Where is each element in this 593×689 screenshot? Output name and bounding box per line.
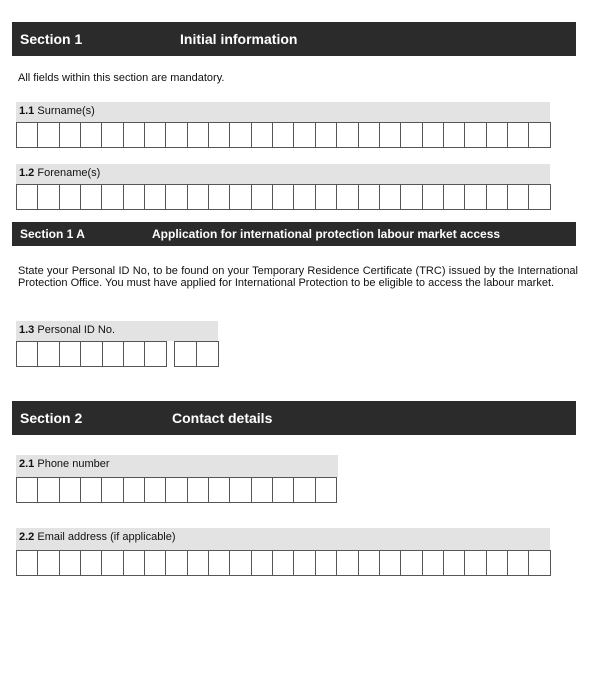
char-box[interactable] — [102, 550, 123, 576]
char-box[interactable] — [166, 122, 187, 148]
char-box[interactable] — [273, 122, 294, 148]
char-box[interactable] — [60, 341, 81, 367]
forename-input[interactable] — [16, 184, 551, 210]
char-box[interactable] — [529, 550, 550, 576]
personal-id-input-main[interactable] — [16, 341, 167, 367]
char-box[interactable] — [145, 122, 166, 148]
char-box[interactable] — [423, 550, 444, 576]
section-title: Contact details — [172, 410, 273, 426]
char-box[interactable] — [209, 477, 230, 503]
char-box[interactable] — [401, 184, 422, 210]
char-box[interactable] — [316, 477, 337, 503]
char-box[interactable] — [60, 122, 81, 148]
char-box[interactable] — [209, 184, 230, 210]
char-box[interactable] — [487, 122, 508, 148]
mandatory-note: All fields within this section are mandatory. — [18, 72, 225, 84]
char-box[interactable] — [465, 184, 486, 210]
char-box[interactable] — [124, 122, 145, 148]
char-box[interactable] — [508, 550, 529, 576]
char-box[interactable] — [380, 122, 401, 148]
char-box[interactable] — [124, 184, 145, 210]
char-box[interactable] — [529, 122, 550, 148]
char-box[interactable] — [337, 550, 358, 576]
char-box[interactable] — [294, 184, 315, 210]
char-box[interactable] — [124, 341, 145, 367]
forename-label — [16, 164, 550, 184]
char-box[interactable] — [102, 477, 123, 503]
char-box[interactable] — [124, 550, 145, 576]
char-box[interactable] — [252, 184, 273, 210]
surname-input[interactable] — [16, 122, 551, 148]
char-box[interactable] — [38, 341, 59, 367]
char-box[interactable] — [81, 184, 102, 210]
char-box[interactable] — [273, 184, 294, 210]
char-box[interactable] — [209, 550, 230, 576]
char-box[interactable] — [166, 550, 187, 576]
section-1a-header — [12, 222, 576, 246]
section-1a-instructions: State your Personal ID No, to be found on your Temporary Residence Certificate (TRC) issued by the International Protection Office. You must have applied for International Protection to be eligible to access the labour market. — [18, 265, 578, 289]
char-box[interactable] — [465, 550, 486, 576]
char-box[interactable] — [60, 184, 81, 210]
char-box[interactable] — [38, 122, 59, 148]
char-box[interactable] — [102, 122, 123, 148]
char-box[interactable] — [508, 122, 529, 148]
char-box[interactable] — [273, 477, 294, 503]
char-box[interactable] — [294, 122, 315, 148]
char-box[interactable] — [103, 341, 124, 367]
char-box[interactable] — [17, 477, 38, 503]
section-1-header — [12, 22, 576, 56]
field-number: 2.2 — [19, 531, 35, 543]
char-box[interactable] — [188, 122, 209, 148]
field-label-text: Email address (if applicable) — [37, 531, 176, 543]
char-box[interactable] — [252, 122, 273, 148]
char-box[interactable] — [294, 477, 315, 503]
char-box[interactable] — [166, 477, 187, 503]
char-box[interactable] — [81, 122, 102, 148]
char-box[interactable] — [401, 550, 422, 576]
field-label-text: Forename(s) — [37, 167, 101, 179]
char-box[interactable] — [337, 122, 358, 148]
char-box[interactable] — [252, 477, 273, 503]
char-box[interactable] — [145, 477, 166, 503]
char-box[interactable] — [102, 184, 123, 210]
char-box[interactable] — [81, 341, 102, 367]
char-box[interactable] — [423, 184, 444, 210]
char-box[interactable] — [252, 550, 273, 576]
field-label-text: Phone number — [37, 458, 110, 470]
char-box[interactable] — [359, 184, 380, 210]
phone-input[interactable] — [16, 477, 337, 503]
field-number: 1.1 — [19, 105, 35, 117]
phone-label — [16, 455, 338, 477]
field-number: 2.1 — [19, 458, 35, 470]
section-number: Section 1 — [20, 31, 83, 47]
char-box[interactable] — [465, 122, 486, 148]
char-box[interactable] — [508, 184, 529, 210]
field-label-text: Personal ID No. — [37, 324, 116, 336]
char-box[interactable] — [316, 122, 337, 148]
char-box[interactable] — [487, 550, 508, 576]
char-box[interactable] — [380, 184, 401, 210]
char-box[interactable] — [316, 550, 337, 576]
section-number: Section 2 — [20, 410, 83, 426]
char-box[interactable] — [487, 184, 508, 210]
char-box[interactable] — [423, 122, 444, 148]
char-box[interactable] — [124, 477, 145, 503]
char-box[interactable] — [294, 550, 315, 576]
personal-id-label — [16, 321, 218, 341]
char-box[interactable] — [401, 122, 422, 148]
char-box[interactable] — [230, 122, 251, 148]
char-box[interactable] — [380, 550, 401, 576]
char-box[interactable] — [197, 341, 219, 367]
char-box[interactable] — [444, 550, 465, 576]
char-box[interactable] — [273, 550, 294, 576]
char-box[interactable] — [444, 122, 465, 148]
char-box[interactable] — [60, 550, 81, 576]
email-input[interactable] — [16, 550, 551, 576]
char-box[interactable] — [529, 184, 550, 210]
surname-label — [16, 102, 550, 122]
char-box[interactable] — [17, 184, 38, 210]
char-box[interactable] — [444, 184, 465, 210]
char-box[interactable] — [81, 550, 102, 576]
char-box[interactable] — [230, 477, 251, 503]
char-box[interactable] — [38, 184, 59, 210]
char-box[interactable] — [188, 477, 209, 503]
char-box[interactable] — [145, 184, 166, 210]
char-box[interactable] — [17, 550, 38, 576]
section-title: Application for international protection labour market access — [152, 227, 501, 241]
char-box[interactable] — [209, 122, 230, 148]
section-number: Section 1 A — [20, 227, 85, 241]
char-box[interactable] — [359, 122, 380, 148]
char-box[interactable] — [81, 477, 102, 503]
email-label — [16, 528, 550, 550]
char-box[interactable] — [60, 477, 81, 503]
char-box[interactable] — [316, 184, 337, 210]
char-box[interactable] — [359, 550, 380, 576]
char-box[interactable] — [166, 184, 187, 210]
char-box[interactable] — [188, 184, 209, 210]
section-title: Initial information — [180, 31, 298, 47]
char-box[interactable] — [188, 550, 209, 576]
char-box[interactable] — [17, 122, 38, 148]
char-box[interactable] — [337, 184, 358, 210]
field-label-text: Surname(s) — [37, 105, 95, 117]
char-box[interactable] — [145, 550, 166, 576]
char-box[interactable] — [38, 550, 59, 576]
char-box[interactable] — [38, 477, 59, 503]
char-box[interactable] — [145, 341, 166, 367]
field-number: 1.2 — [19, 167, 35, 179]
char-box[interactable] — [230, 184, 251, 210]
char-box[interactable] — [17, 341, 38, 367]
field-number: 1.3 — [19, 324, 35, 336]
char-box[interactable] — [175, 341, 197, 367]
section-2-header — [12, 401, 576, 435]
char-box[interactable] — [230, 550, 251, 576]
personal-id-input-suffix[interactable] — [174, 341, 219, 367]
